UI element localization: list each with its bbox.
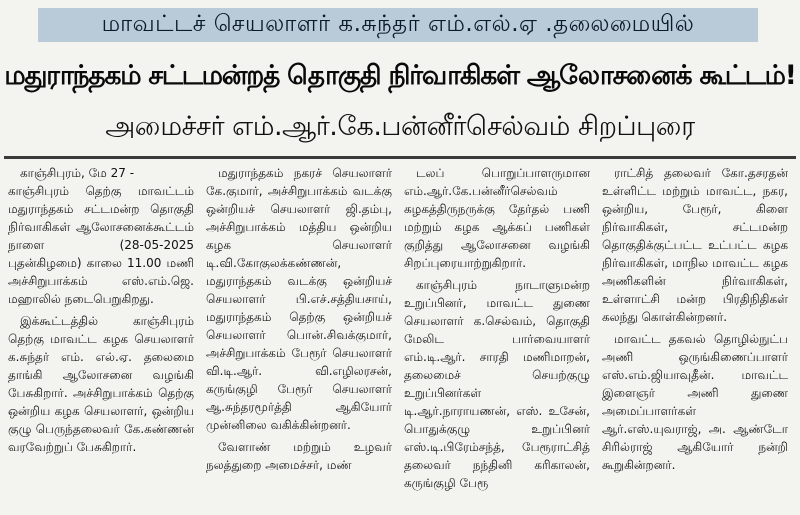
paragraph: இக்கூட்டத்தில் காஞ்சிபுரம் தெற்கு மாவட்ட கழக செயலாளர் க.சுந்தர் எம். எல்.ஏ. தலைமை தாங்கி ஆலோசனை வழங்கி பேசுகிறார். அச்சிறுபாக்கம் தெற்கு ஒன்றிய கழக செயலாளர், ஒன்றிய குழு பெருந்தலைவர் கே.கண்ணன் வரவேற்றுப் பேசுகிறார். xyxy=(8,314,194,454)
paragraph: காஞ்சிபுரம், மே 27 - காஞ்சிபுரம் தெற்கு மாவட்டம் மதுராந்தகம் சட்டமன்ற தொகுதி நிர்வாகிகள் ஆலோசனைக்கூட்டம் நாளை (28-05-2025 புதன்கிழமை) காலை 11.00 மணி அச்சிறுபாக்கம் எஸ்.எம்.ஜெ. மஹாலில் நடைபெறுகிறது. xyxy=(8,166,194,306)
article-column-1 xyxy=(8,164,194,514)
article-column-4 xyxy=(602,164,788,514)
paragraph: வேளாண் மற்றும் உழவர் நலத்துறை அமைச்சர், மண் xyxy=(206,440,392,472)
divider-rule xyxy=(4,156,796,159)
article-column-3 xyxy=(404,164,590,514)
paragraph: மாவட்ட தகவல் தொழில்நுட்ப அணி ஒருங்கிணைப்பாளர் எஸ்.எம்.ஜியாவுதீன். மாவட்ட இளைஞர் அணி துணை அமைப்பாளர்கள் ஆர்.எஸ்.யுவராஜ், அ. ஆண்டோ சிரில்ராஜ் ஆகியோர் நன்றி கூறுகின்றனர். xyxy=(602,332,788,472)
article-column-2 xyxy=(206,164,392,514)
paragraph: காஞ்சிபுரம் நாடாளுமன்ற உறுப்பினர், மாவட்ட துணை செயலாளர் க.செல்வம், தொகுதி மேலிட பார்வையாளர் எம்.டி.ஆர். சாரதி மணிமாறன், தலைமைச் செயற்குழு உறுப்பினர்கள் டி.ஆர்.நாராயணன், எஸ். உசேன், பொதுக்குழு உறுப்பினர் எஸ்.டி.பிரேம்சந்த், பேரூராட்சித் தலைவர் நந்தினி கரிகாலன், கருங்குழி பேரூ xyxy=(404,278,590,490)
headline: மதுராந்தகம் சட்டமன்றத் தொகுதி நிர்வாகிகள் ஆலோசனைக் கூட்டம்! xyxy=(4,60,796,91)
subheadline: அமைச்சர் எம்.ஆர்.கே.பன்னீர்செல்வம் சிறப்புரை xyxy=(105,111,695,142)
paragraph: மதுராந்தகம் நகரச் செயலாளர் கே.குமார், அச்சிறுபாக்கம் வடக்கு ஒன்றியச் செயலாளர் ஜி.தம்பு, அச்சிறுபாக்கம் மத்திய ஒன்றிய கழக செயலாளர் டி.வி.கோகுலக்கண்ணன், மதுராந்தகம் வடக்கு ஒன்றியச் செயலாளர் பி.எச்.சத்தியசாய், மதுராந்தகம் தெற்கு ஒன்றியச் செயலாளர் பொன்.சிவக்குமார், அச்சிறுபாக்கம் பேரூர் செயலாளர் வி.டி.ஆர். வி.எழிலரசன், கருங்குழி பேரூர் செயலாளர் ஆ.சுந்தரமூர்த்தி ஆகியோர் முன்னிலை வகிக்கின்றனர். xyxy=(206,166,392,432)
kicker-banner: மாவட்டச் செயலாளர் க.சுந்தர் எம்.எல்.ஏ .தலைமையில் xyxy=(38,8,758,42)
paragraph: ராட்சித் தலைவர் கோ.தசரதன் உள்ளிட்ட மற்றும் மாவட்ட, நகர, ஒன்றிய, பேரூர், கிளை நிர்வாகிகள், சட்டமன்ற தொகுதிக்குட்பட்ட உட்பட்ட கழக நிர்வாகிகள், மாநில மாவட்ட கழக அணிகளின் நிர்வாகிகள், உள்ளாட்சி மன்ற பிரதிநிதிகள் கலந்து கொள்கின்றனர். xyxy=(602,166,788,324)
paragraph: டலப் பொறுப்பாளருமான எம்.ஆர்.கே.பன்னீர்செல்வம் கழகத்திருநருக்கு தேர்தல் பணி மற்றும் கழக ஆக்கப் பணிகள் குறித்து ஆலோசனை வழங்கி சிறப்புரையாற்றுகிறார். xyxy=(404,166,590,270)
